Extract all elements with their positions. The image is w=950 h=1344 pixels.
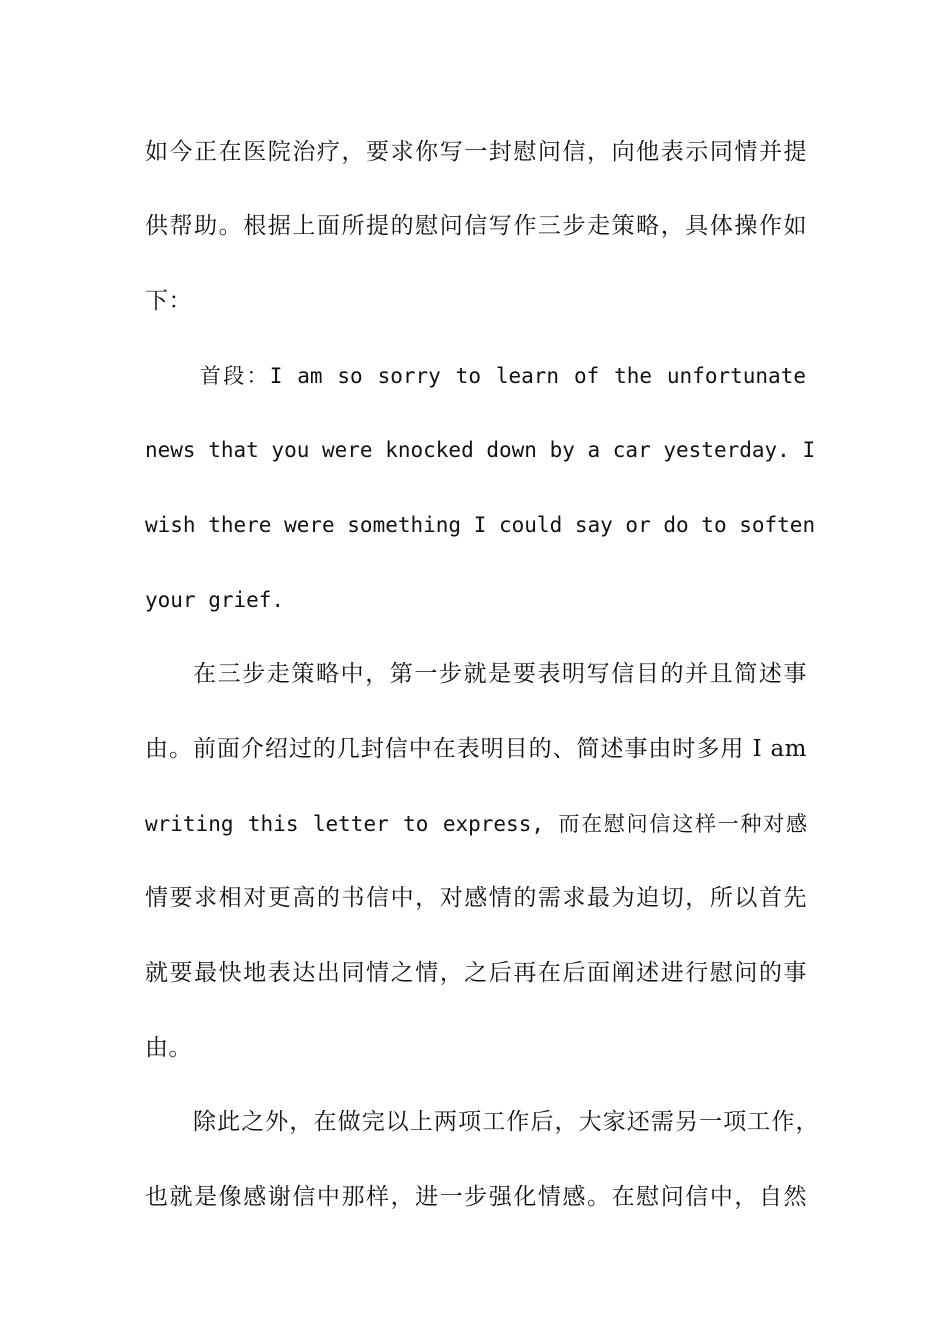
text-line-8: 在三步走策略中，第一步就是要表明写信目的并且简述事 bbox=[193, 661, 807, 687]
text-line-9: 由。前面介绍过的几封信中在表明目的、简述事由时多用 I am bbox=[145, 736, 807, 762]
text-line-11: 情要求相对更高的书信中，对感情的需求最为迫切，所以首先 bbox=[145, 885, 807, 911]
text-line-7: your grief. bbox=[145, 588, 285, 612]
text-line-12: 就要最快地表达出同情之情，之后再在后面阐述进行慰问的事 bbox=[145, 960, 807, 986]
text-line-10: writing this letter to express, 而在慰问信这样一种对感 bbox=[145, 812, 807, 836]
text-line-2: 供帮助。根据上面所提的慰问信写作三步走策略，具体操作如 bbox=[145, 213, 807, 239]
text-line-4: 首段：I am so sorry to learn of the unfortunate bbox=[200, 364, 806, 388]
text-line-15: 也就是像感谢信中那样，进一步强化情感。在慰问信中，自然 bbox=[145, 1184, 807, 1210]
text-line-14: 除此之外，在做完以上两项工作后，大家还需另一项工作， bbox=[193, 1109, 819, 1135]
text-line-6: wish there were something I could say or do to soften bbox=[145, 513, 816, 537]
text-line-3: 下： bbox=[145, 288, 192, 314]
text-line-1: 如今正在医院治疗，要求你写一封慰问信，向他表示同情并提 bbox=[145, 139, 807, 165]
text-line-13: 由。 bbox=[145, 1035, 192, 1061]
text-line-5: news that you were knocked down by a car yesterday. I bbox=[145, 438, 816, 462]
